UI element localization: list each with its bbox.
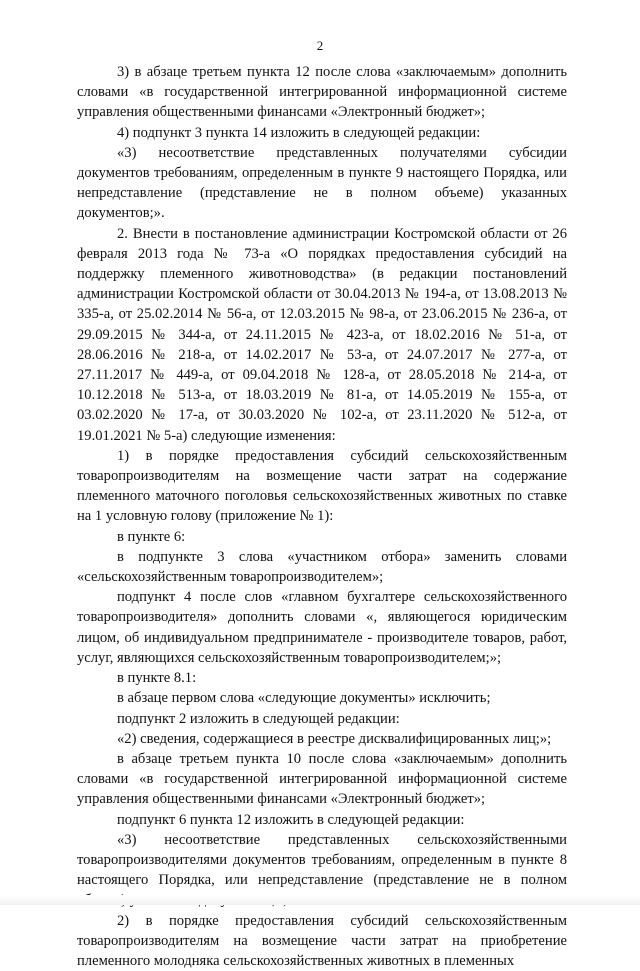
paragraph: 2. Внести в постановление администрации Костромской области от 26 февраля 2013 года № 73-а «О порядках предоставления субсидий на поддержку племенного животноводства» (в редакции постановлений администрации Костромской области от 30.04.2013 № 194-а, от 13.08.2013 № 335-а, от 25.02.2014 № 56-а, от 12.03.2015 № 98-а, от 23.06.2015 № 236-а, от 29.09.2015 № 344-а, от 24.11.2015 № 423-а, от 18.02.2016 № 51-а, от 28.06.2016 № 218-а, от 14.02.2017 № 53-а, от 24.07.2017 № 277-а, от 27.11.2017 № 449-а, от 09.04.2018 № 128-а, от 28.05.2018 № 214-а, от 10.12.2018 № 513-а, от 18.03.2019 № 81-а, от 14.05.2019 № 155-а, от 03.02.2020 № 17-а, от 30.03.2020 № 102-а, от 23.11.2020 № 512-а, от 19.01.2021 № 5-а) следующие изменения: [77,225,567,444]
paragraph: в пункте 8.1: [117,670,197,687]
paragraph: в абзаце третьем пункта 10 после слова «заключаемым» дополнить словами «в государственной интегрированной информационной системе управления общественными финансами «Электронный бюджет»; [77,750,567,808]
paragraph: 4) подпункт 3 пункта 14 изложить в следующей редакции: [117,124,481,141]
paragraph: 1) в порядке предоставления субсидий сельскохозяйственным товаропроизводителям на возмещение части затрат на содержание племенного маточного поголовья сельскохозяйственных животных по ставке на 1 условную голову (приложение № 1): [77,447,567,525]
paragraph: «3) несоответствие представленных получателями субсидии документов требованиям, определенным в пункте 9 настоящего Порядка, или непредставление (представление не в полном объеме) указанных документов;». [77,144,567,222]
document-body [77,62,567,971]
paragraph: 2) в порядке предоставления субсидий сельскохозяйственным товаропроизводителям на возмещение части затрат на приобретение племенного молодняка сельскохозяйственных животных в племенных [77,912,567,969]
paragraph: в абзаце первом слова «следующие документы» исключить; [117,690,491,707]
paragraph: подпункт 4 после слов «главном бухгалтере сельскохозяйственного товаропроизводителя» дополнить словами «, являющегося юридическим лицом, об индивидуальном предпринимателе - производителе товаров, работ, услуг, являющихся сельскохозяйственным товаропроизводителем;»; [77,589,567,666]
paragraph: 3) в абзаце третьем пункта 12 после слова «заключаемым» дополнить словами «в государственной интегрированной информационной системе управления общественными финансами «Электронный бюджет»; [77,64,567,121]
paragraph: подпункт 6 пункта 12 изложить в следующей редакции: [117,811,465,828]
paragraph: «2) сведения, содержащиеся в реестре дисквалифицированных лиц;»; [117,730,552,747]
paragraph: «3) несоответствие представленных сельскохозяйственными товаропроизводителями документов требованиям, определенным в пункте 8 настоящего Порядка, или непредставление (представление не в полном [77,831,567,889]
page-bottom-edge [0,895,640,905]
paragraph: в пункте 6: [117,528,186,545]
paragraph: в подпункте 3 слова «участником отбора» заменить словами «сельскохозяйственным товаропроизводителем»; [77,548,567,586]
paragraph: подпункт 2 изложить в следующей редакции: [117,710,400,727]
page-number: 2 [316,38,324,53]
